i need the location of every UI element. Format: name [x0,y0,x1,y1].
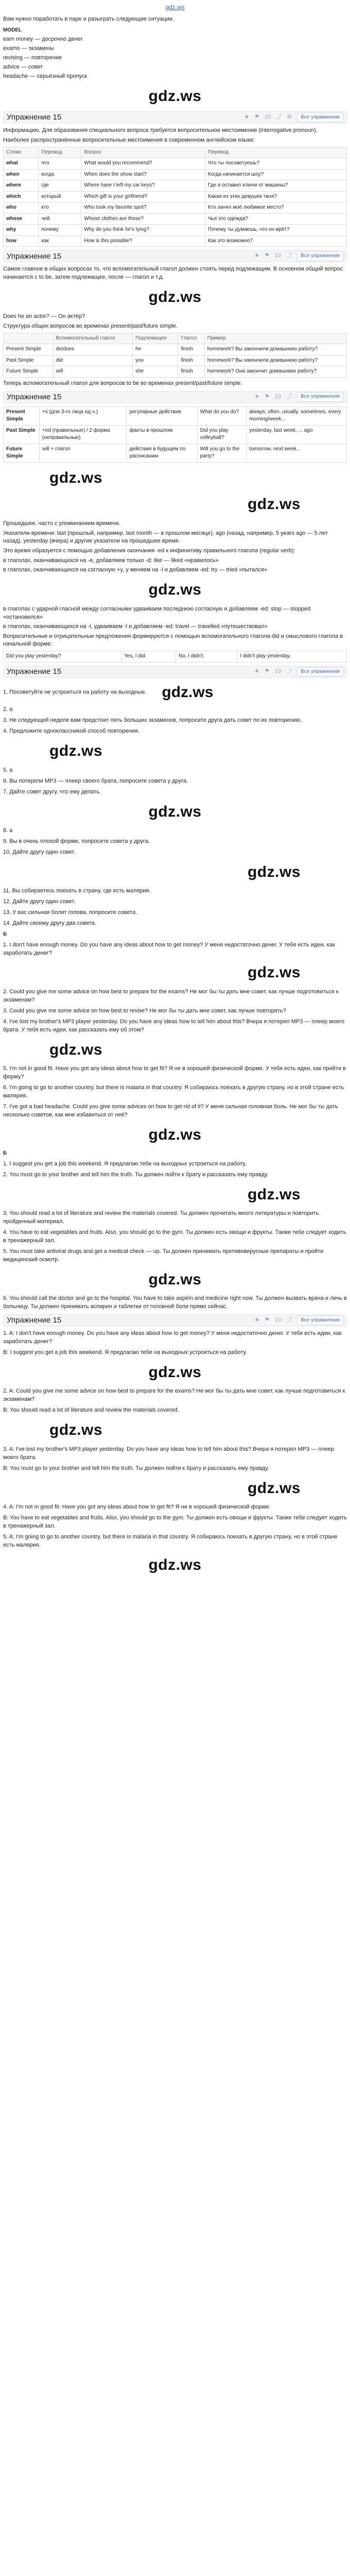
score-badge: 10 [274,393,282,400]
exercise-item [3,681,347,704]
table-header-row [4,147,347,158]
exercise-list [3,681,347,928]
all-exercises-button[interactable]: Все упражнения [297,251,343,261]
table-cell: Yes, I did. [121,651,176,663]
table-cell: почему [39,225,81,236]
watermark: gdz.ws [49,1041,103,1058]
bookmark-icon[interactable]: ⚑ [265,668,270,674]
list-item: headache — серьёзный пропуск [3,73,87,79]
watermark: gdz.ws [148,1363,202,1381]
exercise-item: 10. Дайте другу один совет. [3,849,76,855]
table-cell: which [4,191,39,202]
table-cell: homework? Вы закончили домашнюю работу? [204,355,346,366]
grammar-p1: Самое главное в общих вопросах то, что вспомогательный глагол должен стоять перед подлежащим. В основном общий вопрос начинается с to be, затем подлежащее, после — глагол и т.д. [3,266,343,281]
table-cell: действия в будущем по расписанию [127,444,197,462]
table-cell: Кто занял моё любимое место? [205,202,346,214]
exercise-item: 9. Вы в очень плохой форме, попросите совета у друга. [3,838,150,844]
translation-item: 5. I'm not in good fit. Have you got any ideas about how to get fit? Я не в хорошей физической форме. У тебя есть идеи, как прийти в форму? [3,1065,346,1080]
table-cell: Почему ты думаешь, что он врёт? [205,225,346,236]
table-cell: finish [178,344,204,355]
answer-item: 5. You must take antiviral drugs and get a medical check — up. Ты должен принимать противовирусные препараты и пройти медицинский осмотр. [3,1248,324,1263]
table-row [4,444,347,462]
rule-item: в глаголах с ударной гласной между согласными удваиваем последнюю согласную и добавляем -ed: stop — stopped «остановился» [3,605,311,620]
exercise-item: 2. а [3,706,13,713]
table-cell: what [4,158,39,170]
table-row [4,355,347,366]
watermark: gdz.ws [148,289,202,306]
toolbar-tools [254,392,343,402]
watermark: gdz.ws [148,1126,202,1143]
table-cell: чей [39,213,81,225]
exercise-item: 6. Вы потеряли MP3 — плеер своего брата, попросите совета у друга. [3,777,188,784]
translation-item: 2. Could you give me some advice on how best to prepare for the exams? Не мог бы ты дать мне совет, как лучше подготовиться к экзаменам? [3,988,339,1003]
dialogue-line: B: You should read a lot of literature and review the materials covered. [3,1407,179,1414]
exercise-item: 13. У вас сильная болит голова, попросите совета. [3,909,137,916]
toolbar-tools [254,1316,343,1326]
table-row [4,213,347,225]
toolbar-tools [244,113,343,123]
table-header: Вопрос [81,147,205,158]
toolbar-tools [254,667,343,677]
watermark: gdz.ws [148,87,202,105]
exercise-item: 12. Дайте другу один совет. [3,899,76,905]
dialogue-line: 5. A: I'm going to go to another country, but there is malaria in that country. Я собираюсь поехать в другую страну, но в этой стране есть малярия. [3,1533,338,1548]
answer-item: 4. You have to eat vegetables and fruits. Also, you should go to the gym. Ты должен есть овощи и фрукты. Также тебе следует ходить в тренажерный зал. [3,1229,346,1244]
table-cell: когда [39,169,81,180]
table-cell: finish [178,355,204,366]
table-cell: Who took my favorite spot? [81,202,205,214]
exercise-toolbar [3,1314,347,1327]
table-cell: где [39,180,81,192]
settings-icon[interactable]: ⚙ [287,114,292,121]
list-item: exams — экзамены [3,45,54,52]
watermark: gdz.ws [49,469,103,486]
table-header: Подлежащее [133,333,178,344]
watermark: gdz.ws [148,1556,202,1573]
table-cell: he [133,344,178,355]
all-exercises-button[interactable]: Все упражнения [297,667,343,677]
watermark: gdz.ws [162,683,214,701]
model-label: MODEL [3,27,22,33]
dialogue-line: 1. A: I don't have enough money. Do you have any ideas about how to get money? У меня недостаточно денег. У тебя есть идеи, как заработать денег? [3,1330,342,1345]
table-row [4,158,347,170]
star-icon[interactable]: ★ [244,114,250,121]
table-cell: Как это возможно? [205,235,346,247]
toolbar-tools [254,251,343,261]
table-cell: No, I didn't. [176,651,237,663]
answer-item: 3. You should read a lot of literature and review the materials covered. Ты должен прочитать много литературы и повторить пройденный материал. [3,1210,319,1225]
grammar-p4: Теперь вспомогательный глагол для вопросов to be во временах present/past/future simple. [3,380,242,386]
exercise-title: Упражнение 15 [7,251,62,261]
table-cell: +ed (правильные) / 2 форма (неправильные) [39,425,127,444]
table-header [4,333,54,344]
exercise-item: 5. а [3,767,13,773]
table-cell: Where have I left my car keys? [81,180,205,192]
score-badge: 10 [274,668,282,674]
table-cell: Future Simple [4,444,40,462]
table-header: Глагол [178,333,204,344]
table-cell: который [39,191,81,202]
translation-item: 1. I don't have enough money. Do you have any ideas about how to get money? У меня недостаточно денег. У тебя есть идеи, как заработать денег? [3,941,335,956]
watermark: gdz.ws [49,742,103,760]
table-cell: регулярные действия [127,406,197,425]
table-row [4,225,347,236]
table-cell: will + глагол [39,444,127,462]
watermark: gdz.ws [247,496,301,513]
table-cell: who [4,202,39,214]
table-cell: where [4,180,39,192]
score-badge: 10 [274,252,282,259]
table-cell: did [53,355,133,366]
table-cell: Past Simple [4,425,40,444]
watermark: gdz.ws [148,581,202,599]
table-row [4,406,347,425]
table-cell: finish [178,366,204,378]
past-simple-p3: Это время образуется с помощью добавления окончания -ed к инфинитиву правильного глагола (regular verb): [3,548,295,554]
table-cell: Will you go to the party? [197,444,247,462]
dialogue-line: 3. A: I've lost my brother's MP3 player yesterday. Do you have any ideas how to tell him about this? Вчера я потерял MP3 — плеер моего брата. [3,1446,335,1461]
share-icon[interactable]: ⤴ [286,668,292,674]
table-cell: Past Simple [4,355,54,366]
share-icon[interactable]: ⤴ [276,114,282,121]
table-cell: что [39,158,81,170]
dialogue-line: 2. A: Could you give me some advice on how best to prepare for the exams? Не мог бы ты дать мне совет, как лучше подготовиться к экзаменам? [3,1388,345,1403]
list-item: revising — повторение [3,54,62,61]
table-row [4,344,347,355]
table-cell: yesterday, last week, ... ago [247,425,347,444]
table-cell: Present Simple [4,406,40,425]
exercise-toolbar [3,111,347,124]
exercise-title: Упражнение 15 [7,1316,62,1325]
exercise-item: 7. Дайте совет другу, что ему делать. [3,788,101,795]
dialogue-line: B: You must go to your brother and tell him the truth. Ты должен пойти к брату и рассказать ему правду. [3,1465,269,1471]
table-row [4,235,347,247]
questions-intro-p1: Информацию. Для образования специального вопроса требуется вопросительное местоимение (interrogative pronoun). [3,127,318,134]
table-cell: tomorrow, next week... [247,444,347,462]
exercise-toolbar [3,250,347,262]
exercise-item: 4. Предложите одноклассникой способ повторения. [3,728,139,735]
exercise-item: 3. Не следующей неделе вам предстоит пять больших экзаменов, попросите друга дать совет по их повторению. [3,717,302,724]
watermark: gdz.ws [49,1421,103,1439]
table-cell: факты в прошлом [127,425,197,444]
table-cell: Which gift is your girlfriend? [81,191,205,202]
table-cell: I didn't play yesterday. [237,651,347,663]
star-icon[interactable]: ★ [254,668,260,674]
table-cell: Какая из этих девушек твоя? [205,191,346,202]
translation-title: Б [3,931,7,938]
table-cell: homework? Она закончит домашнюю работу? [204,366,346,378]
watermark: gdz.ws [247,863,301,880]
grammar-p3: Структура общих вопросов во временах present/past/future simple. [3,323,178,329]
table-cell: how [4,235,39,247]
table-cell: she [133,366,178,378]
table-cell: Future Simple [4,366,54,378]
grammar-p2: Does he an actor? — Он актёр? [3,313,85,319]
share-icon[interactable]: ⤴ [286,393,292,400]
exercise-item: 14. Дайте своему другу два совета. [3,920,96,927]
watermark: gdz.ws [247,1479,301,1497]
rule-item: в глаголах, оканчивающихся на согласную +y, у меняем на -i и добавляем -ed: try — tried «пытался» [3,567,268,573]
table-cell: Что ты посоветуешь? [205,158,346,170]
translation-item: 3. Could you give me some advice on how best to revise? Не мог бы ты дать мне совет, как лучше повторять? [3,1007,286,1014]
bookmark-icon[interactable]: ⚑ [265,393,270,400]
table-cell: Did you play volleyball? [197,425,247,444]
exercise-toolbar [3,666,347,678]
table-header-row [4,333,347,344]
table-cell: when [4,169,39,180]
watermark: gdz.ws [247,1185,301,1203]
dialogue-line: B: I suggest you get a job this weekend. Я предлагаю тебе на выходных устроиться на работу. [3,1349,247,1356]
star-icon[interactable]: ★ [254,1317,260,1324]
questions-intro-p2: Наиболее распространённые вопросительные местоимения в современном английском языке: [3,137,255,143]
pronoun-table [3,147,347,247]
table-row [4,425,347,444]
answer-item: 1. I suggest you get a job this weekend. Я предлагаю тебе на выходных устроиться на работу. [3,1160,247,1167]
all-exercises-button[interactable]: Все упражнения [297,1316,343,1326]
past-simple-p4: Вопросительные и отрицательные предложения формируются с помощью вспомогательного глагола did и смыслового глагола в начальной форме: [3,633,343,648]
watermark: gdz.ws [148,803,202,820]
watermark: gdz.ws [247,964,301,981]
bookmark-icon[interactable]: ⚑ [265,252,270,259]
rule-item: в глаголах, оканчивающихся на -e, добавляем только -d: like — liked «нравилось» [3,557,219,564]
table-cell: What would you recommend? [81,158,205,170]
watermark: gdz.ws [148,1270,202,1288]
star-icon[interactable]: ★ [254,252,260,259]
table-header: Перевод [205,147,346,158]
table-cell: Где я оставил ключи от машины? [205,180,346,192]
table-row [4,169,347,180]
bookmark-icon[interactable]: ⚑ [254,114,260,121]
table-cell: как [39,235,81,247]
all-exercises-button[interactable]: Все упражнения [297,392,343,402]
all-exercises-button[interactable]: Все упражнения [297,113,343,123]
answer-item: 2. You must go to your brother and tell him the truth. Ты должен пойти к брату и рассказать ему правду. [3,1171,269,1178]
table-row [4,191,347,202]
grammar-table [3,333,347,378]
answers-title: Б [3,1150,7,1157]
table-cell: always, often, usually, sometimes, every morning/week... [247,406,347,425]
intro-lead: Вам нужно поработать в паре и разыграть следующие ситуации. [3,16,174,23]
tense-table [3,406,347,463]
star-icon[interactable]: ★ [254,393,260,400]
past-simple-p2: Указатели времени: last (прошлый, например, last month — в прошлом месяце), ago (назад, например, 5 years ago — 5 лет назад), yesterday (вчера) и другие указатели на прошедшее время. [3,530,328,545]
translation-item: 7. I've got a bad headache. Could you give some advices on how to get rid of it? У меня сильная головная боль. Не мог бы ты дать несколько советов, как мне избавиться от неё? [3,1103,338,1118]
list-item: advice — совет [3,63,43,70]
table-row [4,366,347,378]
table-cell: Чья это одежда? [205,213,346,225]
table-cell: Когда начинается шоу? [205,169,346,180]
exercise-text: 1. Посоветуйте не устроиться на работу на выходные. [3,689,147,696]
table-cell: +s (для 3-го лица ед.ч.) [39,406,127,425]
score-badge: 10 [265,114,271,121]
table-cell: you [133,355,178,366]
top-site-link[interactable]: gdz.ws [165,4,185,11]
table-cell: Present Simple [4,344,54,355]
exercise-item: 8. а [3,827,13,834]
score-badge: 10 [274,1317,282,1324]
exercise-title: Упражнение 15 [7,392,62,401]
table-cell: why [4,225,39,236]
table-cell: will [53,366,133,378]
table-cell: Whose clothes are those? [81,213,205,225]
translation-item: 4. I've lost my brother's MP3 player yesterday. Do you have any ideas how to tell him about this? Вчера я потерял MP3 — плеер моего брата. У тебя есть идеи, как рассказать ему об этом? [3,1018,344,1033]
dialogue-line: B: You have to eat vegetables and fruits. Also, you should go to the gym. Ты должен есть овощи и фрукты. Также тебе следует ходить в тренажерный зал. [3,1515,347,1529]
table-cell: whose [4,213,39,225]
exercise-item: 11. Вы собираетесь поехать в страну, где есть малярия. [3,888,151,894]
table-header: Пример [204,333,346,344]
table-row [4,202,347,214]
table-cell: How is this possible? [81,235,205,247]
table-cell: do/does [53,344,133,355]
past-simple-p1: Прошедшее, часто с упоминанием времени. [3,520,120,527]
list-item: earn money — досрочно денег [3,36,83,42]
table-row [4,651,347,663]
share-icon[interactable]: ⤴ [286,252,292,259]
intro-list [3,36,347,81]
answer-item: 6. You should call the doctor and go to the hospital. You have to take aspirin and medicine right now. Ты должен вызвать врача и лечь в больницу. Ты должен принимать аспирин и таблетки от головной боли прямо сейчас. [3,1295,347,1310]
exercise-title: Упражнение 15 [7,113,62,122]
table-cell: Did you play yesterday? [4,651,121,663]
table-row [4,180,347,192]
table-header: Вспомогательный глагол [53,333,133,344]
exercise-title: Упражнение 15 [7,667,62,676]
translation-item: 6. I'm going to go to another country, but there is malaria in that country. Я собираюсь поехать в другую страну, но в этой стране есть малярия. [3,1084,344,1099]
share-icon[interactable]: ⤴ [286,1317,292,1324]
dialogue-line: 4. A: I'm not in good fit. Have you got any ideas about how to get fit? Я не в хорошей физической форме. [3,1504,271,1511]
table-cell: When does the show start? [81,169,205,180]
rule-item: в глаголах, оканчивающихся на -l, удваиваем -l и добавляем -ed: travel — travelled «путешествовал» [3,623,268,630]
table-header: Перевод [39,147,81,158]
table-cell: homework? Вы закончили домашнюю работу? [204,344,346,355]
table-cell: Why do you think he's lying? [81,225,205,236]
did-table [3,651,347,663]
bookmark-icon[interactable]: ⚑ [265,1317,270,1324]
table-header: Слово [4,147,39,158]
table-cell: What do you do? [197,406,247,425]
exercise-toolbar [3,391,347,403]
table-cell: кто [39,202,81,214]
